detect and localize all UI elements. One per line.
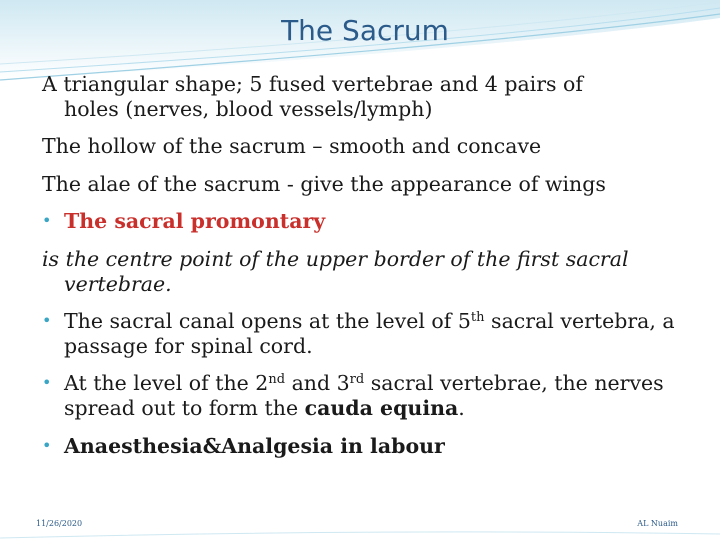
- bullet-cauda-equina: • At the level of the 2nd and 3rd sacral vertebrae, the nerves spread out to form the cauda equina.: [42, 371, 664, 420]
- slide-title: The Sacrum: [281, 14, 449, 47]
- footer-author: AL Nuaim: [637, 519, 678, 528]
- bullet-promontory: • The sacral promontary: [42, 209, 326, 234]
- bullet-marker: •: [42, 435, 52, 455]
- bullet-marker: •: [42, 311, 52, 331]
- footer-date: 11/26/2020: [36, 519, 83, 528]
- paragraph-hollow: The hollow of the sacrum – smooth and concave: [42, 134, 542, 159]
- bullet-sacral-canal: • The sacral canal opens at the level of 5th sacral vertebra, a passage for spinal cord.: [42, 309, 675, 358]
- paragraph-promontory-desc: is the centre point of the upper border of the first sacral vertebrae.: [42, 246, 629, 296]
- bullet-marker: •: [42, 211, 52, 231]
- paragraph-alae: The alae of the sacrum - give the appearance of wings: [42, 171, 606, 196]
- footer-decoration: [0, 526, 720, 540]
- bullet-marker: •: [42, 373, 52, 393]
- paragraph-shape: A triangular shape; 5 fused vertebrae and 4 pairs of holes (nerves, blood vessels/lymph): [42, 72, 583, 121]
- slide-body: [42, 72, 682, 471]
- bullet-anaesthesia: • Anaesthesia&Analgesia in labour: [42, 433, 445, 458]
